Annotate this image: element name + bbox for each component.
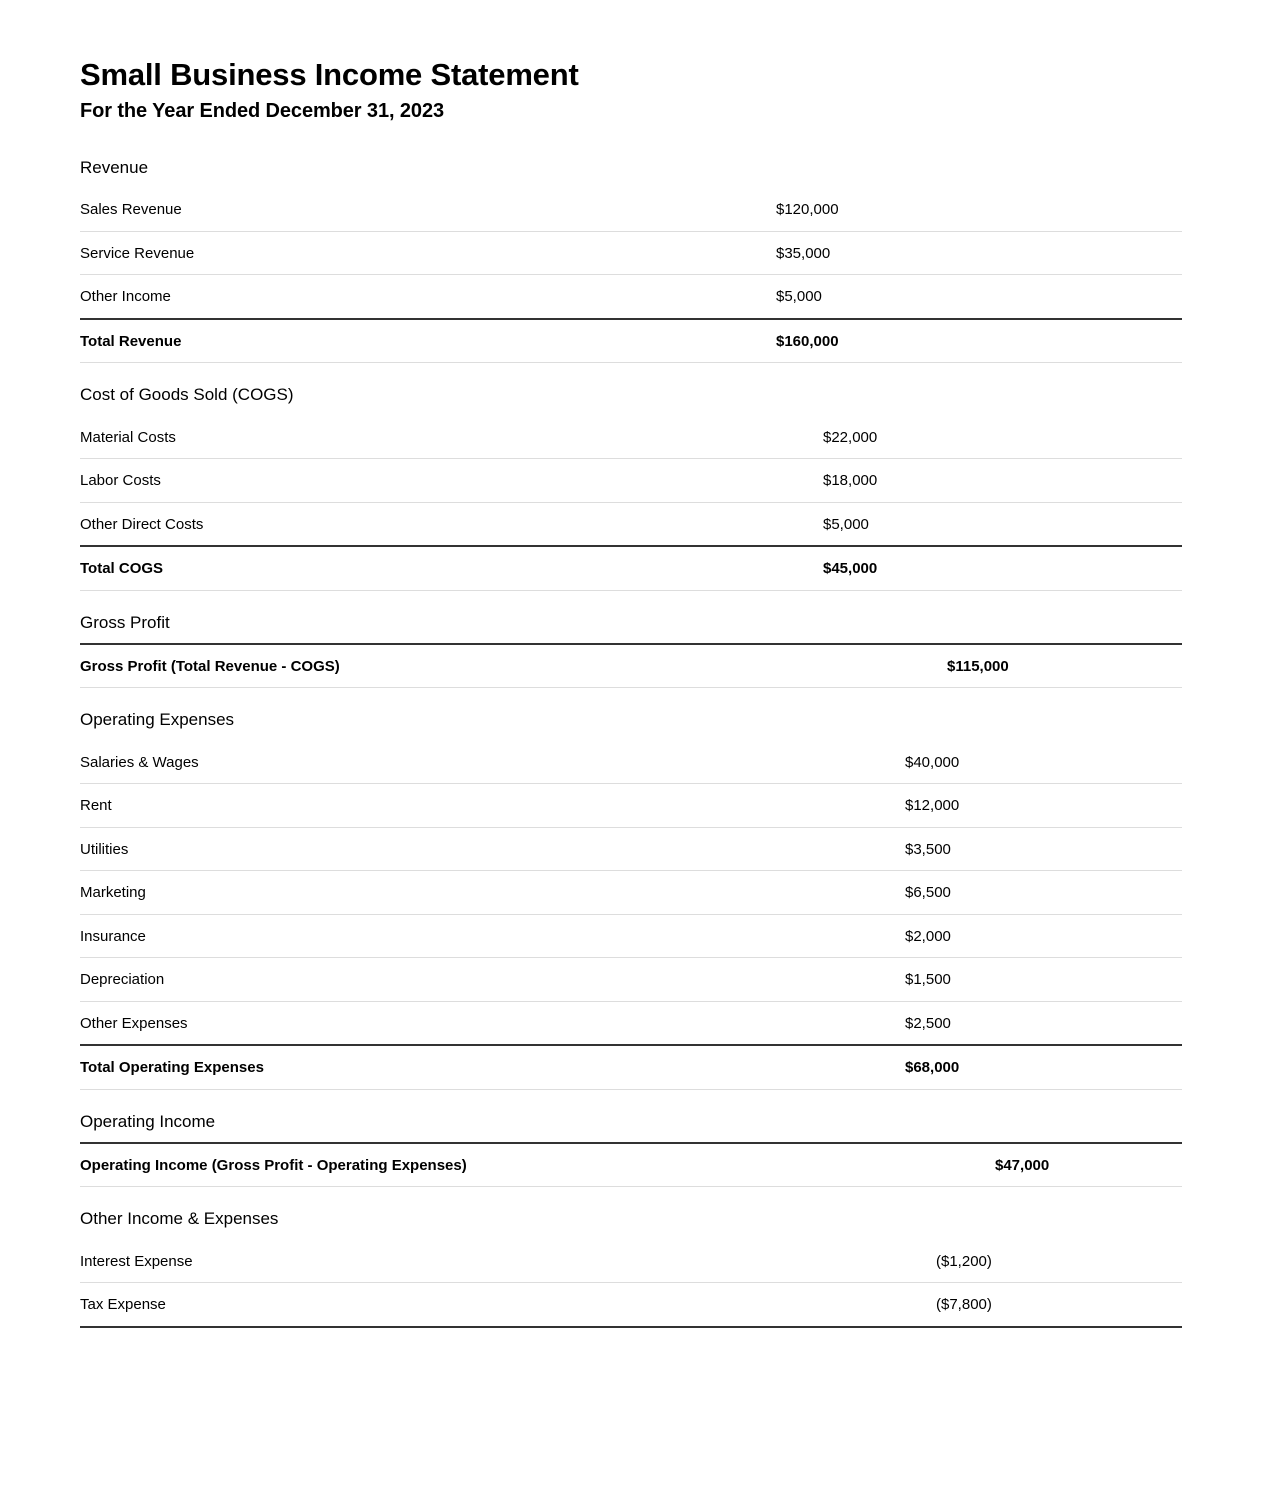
- line-item-amount: $1,500: [905, 958, 1182, 1002]
- line-item-label: Utilities: [80, 827, 905, 871]
- line-item-amount: $160,000: [776, 319, 1182, 363]
- section-header: Gross Profit: [80, 612, 170, 632]
- line-item-label: Operating Income (Gross Profit - Operating Expenses): [80, 1143, 995, 1187]
- section-table: [80, 741, 1182, 1090]
- table-row: [80, 741, 1182, 784]
- table-row: [80, 784, 1182, 828]
- line-item-label: Interest Expense: [80, 1240, 936, 1283]
- section-header: Operating Expenses: [80, 710, 235, 730]
- line-item-amount: $40,000: [905, 741, 1182, 784]
- line-item-amount: $22,000: [823, 416, 1182, 459]
- line-item-amount: $115,000: [947, 644, 1182, 688]
- line-item-amount: $3,500: [905, 827, 1182, 871]
- line-item-label: Rent: [80, 784, 905, 828]
- table-row: [80, 914, 1182, 958]
- section-table: [80, 1142, 1182, 1188]
- line-item-label: Gross Profit (Total Revenue - COGS): [80, 644, 947, 688]
- line-item-amount: $5,000: [823, 502, 1182, 546]
- table-row: [80, 958, 1182, 1002]
- statement-section: [80, 612, 1182, 689]
- table-row: [80, 459, 1182, 503]
- line-item-label: Other Expenses: [80, 1001, 905, 1045]
- statement-section: [80, 1208, 1182, 1327]
- line-item-label: Insurance: [80, 914, 905, 958]
- line-item-label: Total Revenue: [80, 319, 776, 363]
- table-row: [80, 1283, 1182, 1327]
- line-item-amount: $47,000: [995, 1143, 1182, 1187]
- line-item-amount: $5,000: [776, 275, 1182, 319]
- statement-sections: [80, 157, 1182, 1328]
- line-item-amount: $45,000: [823, 546, 1182, 590]
- line-item-amount: ($7,800): [936, 1283, 1182, 1327]
- line-item-label: Other Direct Costs: [80, 502, 823, 546]
- line-item-label: Labor Costs: [80, 459, 823, 503]
- line-item-amount: $2,000: [905, 914, 1182, 958]
- table-row: [80, 1143, 1182, 1187]
- section-table: [80, 416, 1182, 591]
- line-item-amount: $120,000: [776, 188, 1182, 231]
- line-item-amount: $2,500: [905, 1001, 1182, 1045]
- table-row: [80, 231, 1182, 275]
- statement-section: [80, 157, 1182, 363]
- table-row: [80, 644, 1182, 688]
- line-item-amount: $6,500: [905, 871, 1182, 915]
- statement-section: [80, 1111, 1182, 1188]
- line-item-label: Marketing: [80, 871, 905, 915]
- page-subtitle: For the Year Ended December 31, 2023: [80, 100, 444, 123]
- table-row: [80, 416, 1182, 459]
- table-row: [80, 319, 1182, 363]
- line-item-label: Total Operating Expenses: [80, 1045, 905, 1089]
- line-item-label: Total COGS: [80, 546, 823, 590]
- section-header: Revenue: [80, 158, 149, 178]
- table-row: [80, 827, 1182, 871]
- section-header: Other Income & Expenses: [80, 1209, 279, 1229]
- line-item-amount: $35,000: [776, 231, 1182, 275]
- table-row: [80, 1045, 1182, 1089]
- table-row: [80, 502, 1182, 546]
- line-item-label: Tax Expense: [80, 1283, 936, 1327]
- table-row: [80, 275, 1182, 319]
- table-row: [80, 1001, 1182, 1045]
- table-row: [80, 871, 1182, 915]
- line-item-label: Sales Revenue: [80, 188, 776, 231]
- section-table: [80, 643, 1182, 689]
- line-item-label: Other Income: [80, 275, 776, 319]
- page-title: Small Business Income Statement: [80, 57, 579, 92]
- line-item-label: Depreciation: [80, 958, 905, 1002]
- section-header: Cost of Goods Sold (COGS): [80, 385, 294, 405]
- table-row: [80, 546, 1182, 590]
- line-item-label: Service Revenue: [80, 231, 776, 275]
- line-item-label: Salaries & Wages: [80, 741, 905, 784]
- line-item-amount: $12,000: [905, 784, 1182, 828]
- line-item-amount: $68,000: [905, 1045, 1182, 1089]
- table-row: [80, 188, 1182, 231]
- statement-section: [80, 384, 1182, 590]
- section-header: Operating Income: [80, 1111, 216, 1131]
- table-row: [80, 1240, 1182, 1283]
- line-item-amount: $18,000: [823, 459, 1182, 503]
- line-item-label: Material Costs: [80, 416, 823, 459]
- section-table: [80, 1240, 1182, 1328]
- statement-section: [80, 709, 1182, 1089]
- section-table: [80, 188, 1182, 363]
- line-item-amount: ($1,200): [936, 1240, 1182, 1283]
